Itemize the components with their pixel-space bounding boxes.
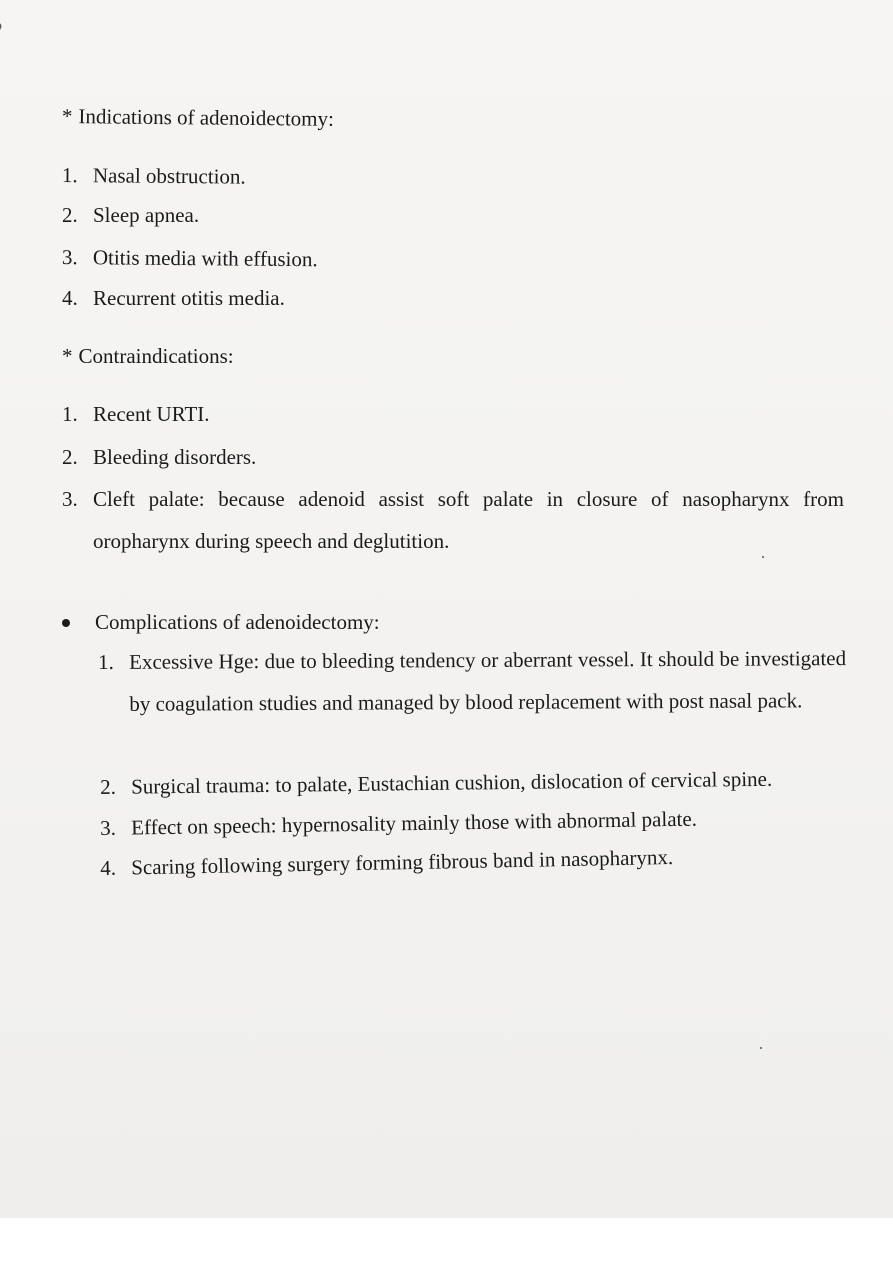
item-text: Recent URTI. <box>93 402 210 426</box>
item-text: Scaring following surgery forming fibrous band in nasopharynx. <box>130 844 674 880</box>
item-text: Sleep apnea. <box>93 203 200 227</box>
contraindications-star: * <box>62 344 73 368</box>
bullet-icon <box>62 619 70 627</box>
item-number: 3. <box>61 245 78 270</box>
item-number: 3. <box>99 815 117 840</box>
item-text: Cleft palate: because adenoid assist soft palate in closure of nasopharynx from oropharynx during speech and deglutition. <box>93 487 844 553</box>
scan-speck <box>760 1047 762 1049</box>
item-number: 2. <box>62 445 78 469</box>
item-number: 2. <box>99 774 117 799</box>
item-number: 1. <box>62 402 78 426</box>
item-number: 4. <box>99 855 117 880</box>
scan-corner-mark <box>0 20 3 117</box>
item-number: 1. <box>61 163 78 188</box>
item-text: Surgical trauma: to palate, Eustachian cushion, dislocation of cervical spine. <box>130 766 773 799</box>
item-number: 4. <box>62 286 78 310</box>
complications-heading-text: Complications of adenoidectomy: <box>95 610 380 634</box>
item-text: Otitis media with effusion. <box>92 245 318 272</box>
item-text: Recurrent otitis media. <box>93 286 285 310</box>
item-text: Effect on speech: hypernosality mainly those with abnormal palate. <box>130 806 698 840</box>
complications-item-1 <box>98 637 846 725</box>
bottom-margin <box>0 1218 893 1263</box>
contraindications-heading <box>62 346 234 367</box>
indications-star: * <box>61 104 73 129</box>
item-number: 3. <box>62 487 78 511</box>
item-text: Bleeding disorders. <box>93 445 257 469</box>
indications-heading <box>62 106 334 130</box>
item-number: 2. <box>62 203 78 227</box>
indications-heading-text: Indications of adenoidectomy: <box>78 104 335 131</box>
scan-speck <box>762 556 764 558</box>
contraindications-item-3 <box>62 478 844 562</box>
item-number: 1. <box>98 649 114 674</box>
item-text: Nasal obstruction. <box>92 163 246 189</box>
contraindications-heading-text: Contraindications: <box>78 344 234 368</box>
item-text: Excessive Hge: due to bleeding tendency or aberrant vessel. It should be investigated by coagulation studies and managed by blood replacement with post nasal pack. <box>129 646 847 716</box>
